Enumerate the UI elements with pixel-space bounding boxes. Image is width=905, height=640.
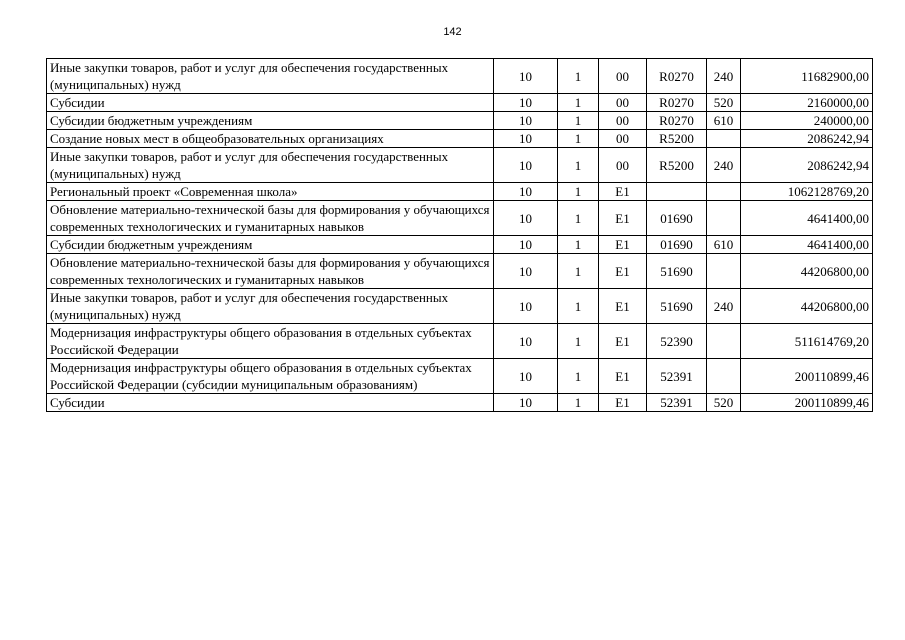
expense-type-cell — [707, 183, 741, 201]
section-code-cell: 10 — [494, 94, 558, 112]
program-code-cell: E1 — [599, 254, 647, 289]
row-name-cell: Обновление материально-технической базы для формирования у обучающихся современных технологических и гуманитарных навыков — [47, 254, 494, 289]
target-article-cell: 01690 — [647, 236, 707, 254]
amount-cell: 4641400,00 — [741, 201, 873, 236]
section-code-cell: 10 — [494, 183, 558, 201]
section-code-cell: 10 — [494, 359, 558, 394]
budget-table — [46, 58, 873, 412]
program-code-cell: E1 — [599, 359, 647, 394]
target-article-cell — [647, 183, 707, 201]
row-name-cell: Создание новых мест в общеобразовательных организациях — [47, 130, 494, 148]
row-name-cell: Иные закупки товаров, работ и услуг для обеспечения государственных (муниципальных) нужд — [47, 289, 494, 324]
subsection-code-cell: 1 — [558, 394, 599, 412]
target-article-cell: 52391 — [647, 359, 707, 394]
table-row — [47, 359, 873, 394]
row-name-cell: Региональный проект «Современная школа» — [47, 183, 494, 201]
row-name-cell: Модернизация инфраструктуры общего образования в отдельных субъектах Российской Федерации (субсидии муниципальным образованиям) — [47, 359, 494, 394]
table-row — [47, 94, 873, 112]
target-article-cell: 51690 — [647, 254, 707, 289]
target-article-cell: R5200 — [647, 148, 707, 183]
expense-type-cell — [707, 324, 741, 359]
row-name-cell: Субсидии бюджетным учреждениям — [47, 112, 494, 130]
subsection-code-cell: 1 — [558, 236, 599, 254]
program-code-cell: 00 — [599, 112, 647, 130]
section-code-cell: 10 — [494, 394, 558, 412]
table-row — [47, 112, 873, 130]
subsection-code-cell: 1 — [558, 59, 599, 94]
program-code-cell: E1 — [599, 236, 647, 254]
expense-type-cell: 240 — [707, 148, 741, 183]
amount-cell: 200110899,46 — [741, 359, 873, 394]
amount-cell: 200110899,46 — [741, 394, 873, 412]
amount-cell: 44206800,00 — [741, 254, 873, 289]
program-code-cell: 00 — [599, 130, 647, 148]
target-article-cell: R0270 — [647, 59, 707, 94]
expense-type-cell: 520 — [707, 394, 741, 412]
amount-cell: 2086242,94 — [741, 148, 873, 183]
amount-cell: 240000,00 — [741, 112, 873, 130]
program-code-cell: E1 — [599, 394, 647, 412]
amount-cell: 2160000,00 — [741, 94, 873, 112]
target-article-cell: 01690 — [647, 201, 707, 236]
section-code-cell: 10 — [494, 289, 558, 324]
section-code-cell: 10 — [494, 130, 558, 148]
program-code-cell: E1 — [599, 289, 647, 324]
program-code-cell: E1 — [599, 201, 647, 236]
target-article-cell: 51690 — [647, 289, 707, 324]
table-row — [47, 59, 873, 94]
table-row — [47, 394, 873, 412]
subsection-code-cell: 1 — [558, 183, 599, 201]
table-row — [47, 236, 873, 254]
table-row — [47, 148, 873, 183]
subsection-code-cell: 1 — [558, 148, 599, 183]
expense-type-cell — [707, 201, 741, 236]
target-article-cell: R0270 — [647, 94, 707, 112]
table-row — [47, 254, 873, 289]
expense-type-cell: 240 — [707, 59, 741, 94]
expense-type-cell — [707, 359, 741, 394]
expense-type-cell: 240 — [707, 289, 741, 324]
table-row — [47, 201, 873, 236]
amount-cell: 11682900,00 — [741, 59, 873, 94]
table-row — [47, 289, 873, 324]
subsection-code-cell: 1 — [558, 254, 599, 289]
subsection-code-cell: 1 — [558, 359, 599, 394]
row-name-cell: Иные закупки товаров, работ и услуг для обеспечения государственных (муниципальных) нужд — [47, 148, 494, 183]
program-code-cell: 00 — [599, 148, 647, 183]
section-code-cell: 10 — [494, 148, 558, 183]
expense-type-cell — [707, 254, 741, 289]
amount-cell: 511614769,20 — [741, 324, 873, 359]
subsection-code-cell: 1 — [558, 94, 599, 112]
subsection-code-cell: 1 — [558, 130, 599, 148]
subsection-code-cell: 1 — [558, 201, 599, 236]
target-article-cell: R0270 — [647, 112, 707, 130]
section-code-cell: 10 — [494, 324, 558, 359]
expense-type-cell: 610 — [707, 236, 741, 254]
row-name-cell: Иные закупки товаров, работ и услуг для обеспечения государственных (муниципальных) нужд — [47, 59, 494, 94]
section-code-cell: 10 — [494, 112, 558, 130]
expense-type-cell: 520 — [707, 94, 741, 112]
program-code-cell: 00 — [599, 59, 647, 94]
subsection-code-cell: 1 — [558, 324, 599, 359]
expense-type-cell: 610 — [707, 112, 741, 130]
subsection-code-cell: 1 — [558, 289, 599, 324]
table-row — [47, 130, 873, 148]
row-name-cell: Субсидии — [47, 394, 494, 412]
subsection-code-cell: 1 — [558, 112, 599, 130]
row-name-cell: Субсидии бюджетным учреждениям — [47, 236, 494, 254]
section-code-cell: 10 — [494, 59, 558, 94]
page-number: 142 — [443, 26, 462, 38]
amount-cell: 2086242,94 — [741, 130, 873, 148]
amount-cell: 4641400,00 — [741, 236, 873, 254]
amount-cell: 1062128769,20 — [741, 183, 873, 201]
target-article-cell: 52391 — [647, 394, 707, 412]
target-article-cell: R5200 — [647, 130, 707, 148]
row-name-cell: Субсидии — [47, 94, 494, 112]
section-code-cell: 10 — [494, 254, 558, 289]
program-code-cell: 00 — [599, 94, 647, 112]
table-row — [47, 183, 873, 201]
program-code-cell: E1 — [599, 324, 647, 359]
amount-cell: 44206800,00 — [741, 289, 873, 324]
program-code-cell: E1 — [599, 183, 647, 201]
section-code-cell: 10 — [494, 236, 558, 254]
row-name-cell: Модернизация инфраструктуры общего образования в отдельных субъектах Российской Федерации — [47, 324, 494, 359]
budget-table-body — [47, 59, 873, 412]
expense-type-cell — [707, 130, 741, 148]
row-name-cell: Обновление материально-технической базы для формирования у обучающихся современных технологических и гуманитарных навыков — [47, 201, 494, 236]
table-row — [47, 324, 873, 359]
section-code-cell: 10 — [494, 201, 558, 236]
target-article-cell: 52390 — [647, 324, 707, 359]
